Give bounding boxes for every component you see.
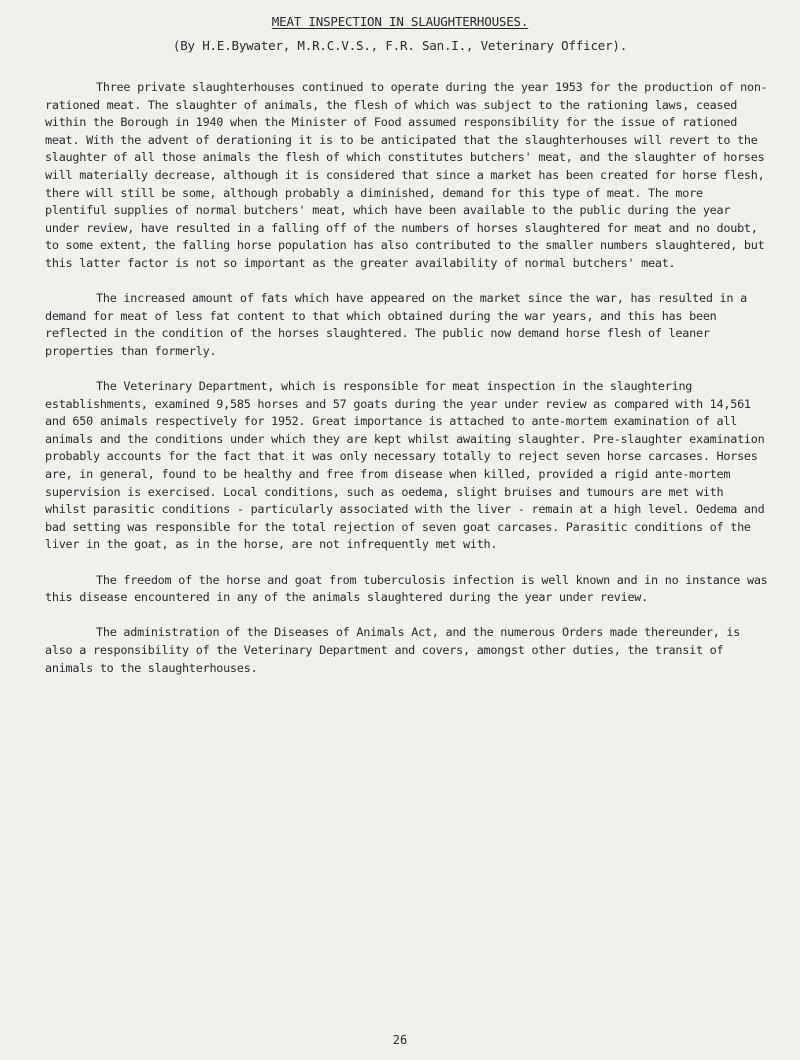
- paragraph-tuberculosis: The freedom of the horse and goat from tuberculosis infection is well known and in no instance was this disease encountered in any of the animals slaughtered during the year under review.: [45, 572, 768, 605]
- page-heading: MEAT INSPECTION IN SLAUGHTERHOUSES.: [271, 14, 529, 29]
- body-text: [45, 79, 770, 695]
- paragraph-fats: The increased amount of fats which have appeared on the market since the war, has resulted in a demand for meat of less fat content to that which obtained during the war years, and this has been reflected in the condition of the horses slaughtered. The public now demand horse flesh of leaner properties than formerly.: [45, 291, 747, 358]
- paragraph-slaughterhouses: Three private slaughterhouses continued to operate during the year 1953 for the production of non-rationed meat. The slaughter of animals, the flesh of which was subject to the rationing laws, ceased within the Borough in 1940 when the Minister of Food assumed responsibility for the issue of rationed meat. With the advent of derationing it is to be anticipated that the slaughterhouses will revert to the slaughter of all those animals the flesh of which constitutes butchers' meat, and the slaughter of horses will materially decrease, although it is considered that since a market has been created for horse flesh, there will still be some, although probably a diminished, demand for this type of meat. The more plentiful supplies of normal butchers' meat, which have been available to the public during the year under review, have resulted in a falling off of the numbers of horses slaughtered for meat and no doubt, to some extent, the falling horse population has also contributed to the smaller numbers slaughtered, but this latter factor is not so important as the greater availability of normal butchers' meat.: [45, 80, 768, 270]
- page-number: 26: [392, 1033, 408, 1047]
- paragraph-veterinary-department: The Veterinary Department, which is responsible for meat inspection in the slaughtering establishments, examined 9,585 horses and 57 goats during the year under review as compared with 14,561 and 650 animals respectively for 1952. Great importance is attached to ante-mortem examination of all animals and the conditions under which they are kept whilst awaiting slaughter. Pre-slaughter examination probably accounts for the fact that it was only necessary totally to reject seven horse carcases. Horses are, in general, found to be healthy and free from disease when killed, provided a rigid ante-mortem supervision is exercised. Local conditions, such as oedema, slight bruises and tumours are met with whilst parasitic conditions - particularly associated with the liver - remain at a high level. Oedema and bad setting was responsible for the total rejection of seven goat carcases. Parasitic conditions of the liver in the goat, as in the horse, are not infrequently met with.: [45, 379, 765, 552]
- paragraph-diseases-act: The administration of the Diseases of Animals Act, and the numerous Orders made thereunder, is also a responsibility of the Veterinary Department and covers, amongst other duties, the transit of animals to the slaughterhouses.: [45, 625, 741, 675]
- author-byline: (By H.E.Bywater, M.R.C.V.S., F.R. San.I., Veterinary Officer).: [172, 38, 628, 53]
